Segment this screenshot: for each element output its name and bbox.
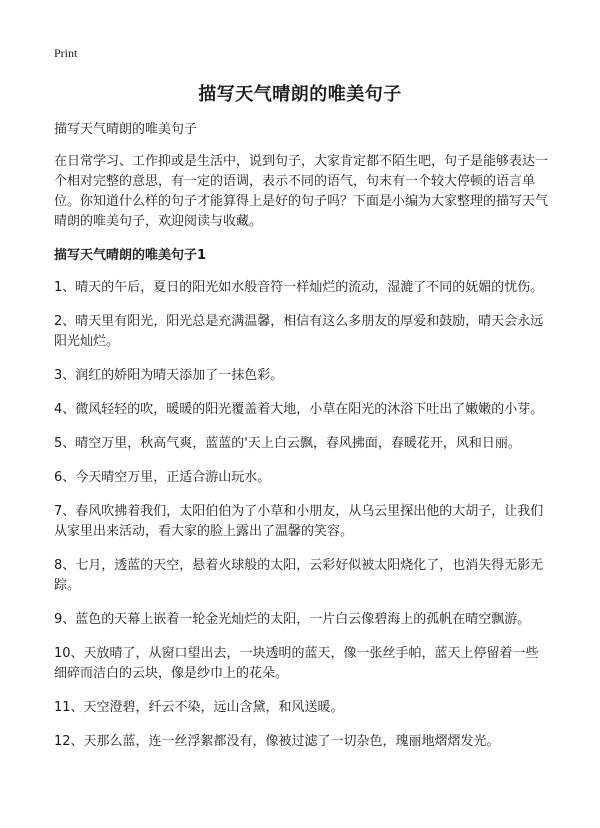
- list-item: 8、七月，透蓝的天空，悬着火球般的太阳，云彩好似被太阳烧化了，也消失得无影无踪。: [54, 558, 544, 593]
- list-item: 11、天空澄碧，纤云不染，远山含黛，和风送暖。: [54, 700, 344, 715]
- list-item: 3、润红的娇阳为晴天添加了一抹色彩。: [54, 368, 284, 383]
- list-item: 10、天放晴了，从窗口望出去，一块透明的蓝天，像一张丝手帕，蓝天上停留着一些细碎而洁白的云块，像是纱巾上的花朵。: [54, 646, 539, 681]
- print-label: Print: [54, 46, 78, 60]
- list-item: 1、晴天的午后，夏日的阳光如水般音符一样灿烂的流动，湿漉了不同的妩媚的忧伤。: [54, 280, 544, 295]
- section-heading: 描写天气晴朗的唯美句子1: [54, 248, 207, 263]
- list-item: 6、今天晴空万里，正适合游山玩水。: [54, 470, 271, 485]
- page-title: 描写天气晴朗的唯美句子: [198, 84, 402, 105]
- document-subtitle: 描写天气晴朗的唯美句子: [54, 122, 198, 137]
- list-item: 12、天那么蓝，连一丝浮絮都没有，像被过滤了一切杂色，瑰丽地熠熠发光。: [54, 734, 500, 749]
- document-body: [54, 120, 550, 766]
- list-item: 2、晴天里有阳光，阳光总是充满温馨，相信有这么多朋友的厚爱和鼓励，晴天会永远阳光灿烂。: [54, 314, 544, 349]
- list-item: 7、春风吹拂着我们，太阳伯伯为了小草和小朋友，从乌云里探出他的大胡子，让我们从家里出来活动，看大家的脸上露出了温馨的笑容。: [54, 504, 544, 539]
- list-item: 4、微风轻轻的吹，暖暖的阳光覆盖着大地，小草在阳光的沐浴下吐出了嫩嫩的小芽。: [54, 402, 544, 417]
- list-item: 5、晴空万里，秋高气爽，蓝蓝的'天上白云飘，春风拂面，春暖花开，风和日丽。: [54, 436, 521, 451]
- list-item: 9、蓝色的天幕上嵌着一轮金光灿烂的太阳，一片白云像碧海上的孤帆在晴空飘游。: [54, 612, 531, 627]
- intro-paragraph: 在日常学习、工作抑或是生活中，说到句子，大家肯定都不陌生吧，句子是能够表达一个相对完整的意思，有一定的语调，表示不同的语气，句末有一个较大停顿的语言单位。你知道什么样的句子才能算得上是好的句子吗？下面是小编为大家整理的描写天气晴朗的唯美句子，欢迎阅读与收藏。: [54, 154, 549, 229]
